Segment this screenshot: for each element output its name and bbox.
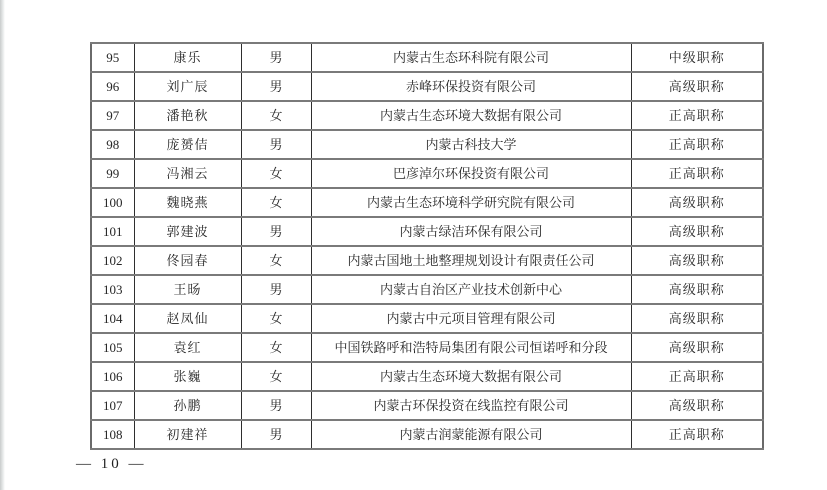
cell-title: 正高职称 [631, 362, 763, 391]
table-row [91, 391, 763, 420]
cell-index: 99 [91, 159, 134, 188]
table-row [91, 420, 763, 449]
page-number-footer: — 10 — [76, 456, 147, 472]
cell-company: 内蒙古生态环境科学研究院有限公司 [311, 188, 631, 217]
cell-title: 正高职称 [631, 420, 763, 449]
cell-gender: 男 [241, 72, 311, 101]
cell-company: 中国铁路呼和浩特局集团有限公司恒诺呼和分段 [311, 333, 631, 362]
table-row [91, 188, 763, 217]
cell-name: 康乐 [134, 43, 241, 72]
cell-title: 中级职称 [631, 43, 763, 72]
cell-company: 内蒙古环保投资在线监控有限公司 [311, 391, 631, 420]
cell-company: 内蒙古生态环境大数据有限公司 [311, 362, 631, 391]
cell-title: 高级职称 [631, 304, 763, 333]
cell-index: 95 [91, 43, 134, 72]
cell-name: 郭建波 [134, 217, 241, 246]
cell-gender: 女 [241, 304, 311, 333]
table-row [91, 101, 763, 130]
cell-gender: 女 [241, 159, 311, 188]
cell-company: 赤峰环保投资有限公司 [311, 72, 631, 101]
cell-index: 97 [91, 101, 134, 130]
cell-index: 100 [91, 188, 134, 217]
cell-gender: 女 [241, 101, 311, 130]
cell-index: 96 [91, 72, 134, 101]
cell-company: 内蒙古润蒙能源有限公司 [311, 420, 631, 449]
cell-gender: 男 [241, 420, 311, 449]
roster-table-body [91, 43, 763, 449]
cell-gender: 女 [241, 188, 311, 217]
cell-gender: 男 [241, 130, 311, 159]
cell-name: 孙鹏 [134, 391, 241, 420]
table-row [91, 72, 763, 101]
cell-title: 高级职称 [631, 217, 763, 246]
cell-name: 佟园春 [134, 246, 241, 275]
cell-index: 107 [91, 391, 134, 420]
cell-index: 101 [91, 217, 134, 246]
cell-title: 高级职称 [631, 188, 763, 217]
cell-index: 108 [91, 420, 134, 449]
cell-title: 高级职称 [631, 333, 763, 362]
cell-index: 105 [91, 333, 134, 362]
cell-company: 内蒙古中元项目管理有限公司 [311, 304, 631, 333]
cell-gender: 男 [241, 391, 311, 420]
cell-name: 庞赟佶 [134, 130, 241, 159]
cell-title: 正高职称 [631, 159, 763, 188]
cell-index: 102 [91, 246, 134, 275]
table-row [91, 159, 763, 188]
scan-edge-left [0, 0, 5, 490]
cell-title: 正高职称 [631, 101, 763, 130]
cell-gender: 女 [241, 333, 311, 362]
personnel-roster-table [90, 42, 764, 450]
cell-company: 内蒙古绿洁环保有限公司 [311, 217, 631, 246]
cell-company: 内蒙古生态环境大数据有限公司 [311, 101, 631, 130]
table-row [91, 43, 763, 72]
table-row [91, 304, 763, 333]
cell-name: 赵凤仙 [134, 304, 241, 333]
cell-company: 内蒙古生态环科院有限公司 [311, 43, 631, 72]
cell-company: 内蒙古国地土地整理规划设计有限责任公司 [311, 246, 631, 275]
cell-company: 巴彦淖尔环保投资有限公司 [311, 159, 631, 188]
cell-gender: 男 [241, 217, 311, 246]
cell-title: 高级职称 [631, 275, 763, 304]
table-row [91, 130, 763, 159]
cell-title: 高级职称 [631, 246, 763, 275]
cell-index: 104 [91, 304, 134, 333]
table-row [91, 275, 763, 304]
cell-title: 正高职称 [631, 130, 763, 159]
cell-name: 初建祥 [134, 420, 241, 449]
table-row [91, 246, 763, 275]
cell-gender: 女 [241, 246, 311, 275]
cell-index: 98 [91, 130, 134, 159]
cell-gender: 男 [241, 275, 311, 304]
table-row [91, 362, 763, 391]
cell-title: 高级职称 [631, 72, 763, 101]
cell-name: 王旸 [134, 275, 241, 304]
cell-name: 袁红 [134, 333, 241, 362]
table-row [91, 217, 763, 246]
cell-index: 103 [91, 275, 134, 304]
cell-name: 魏晓燕 [134, 188, 241, 217]
cell-title: 高级职称 [631, 391, 763, 420]
cell-company: 内蒙古自治区产业技术创新中心 [311, 275, 631, 304]
cell-name: 潘艳秋 [134, 101, 241, 130]
cell-gender: 男 [241, 43, 311, 72]
cell-company: 内蒙古科技大学 [311, 130, 631, 159]
table-row [91, 333, 763, 362]
cell-name: 冯湘云 [134, 159, 241, 188]
cell-name: 张巍 [134, 362, 241, 391]
cell-index: 106 [91, 362, 134, 391]
cell-name: 刘广辰 [134, 72, 241, 101]
cell-gender: 女 [241, 362, 311, 391]
